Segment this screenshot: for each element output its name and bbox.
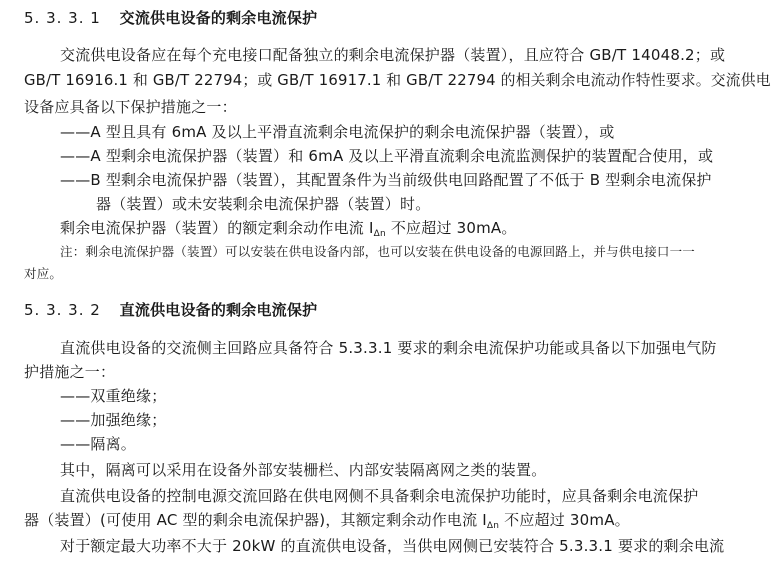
paragraph-line: 护措施之一： <box>24 363 116 381</box>
paragraph-line: GB/T 16916.1 和 GB/T 22794；或 GB/T 16917.1 和 GB/T 22794 的相关剩余电流动作特性要求。交流供电 <box>24 72 771 89</box>
section-title: 直流供电设备的剩余电流保护 <box>119 301 318 319</box>
subscript: Δn <box>373 229 386 239</box>
list-item: ——B 型剩余电流保护器（装置），其配置条件为当前级供电回路配置了不低于 B 型剩余电流保护 <box>60 171 712 189</box>
list-item: ——A 型且具有 6mA 及以上平滑直流剩余电流保护的剩余电流保护器（装置），或 <box>60 123 615 141</box>
section-number: 5. 3. 3. 1 <box>24 9 101 27</box>
note-line: 对应。 <box>24 266 63 281</box>
paragraph-line: 交流供电设备应在每个充电接口配备独立的剩余电流保护器（装置），且应符合 GB/T 14048.2；或 <box>60 46 726 64</box>
paragraph-text: 剩余电流保护器（装置）的额定剩余动作电流 I <box>60 219 374 237</box>
list-item: ——A 型剩余电流保护器（装置）和 6mA 及以上平滑直流剩余电流监测保护的装置配合使用，或 <box>60 147 714 165</box>
section-heading-5-3-3-2 <box>24 300 317 320</box>
section-title: 交流供电设备的剩余电流保护 <box>119 9 318 27</box>
paragraph-line: 直流供电设备的控制电源交流回路在供电网侧不具备剩余电流保护功能时，应具备剩余电流保护 <box>60 487 699 505</box>
paragraph-line: 其中，隔离可以采用在设备外部安装栅栏、内部安装隔离网之类的装置。 <box>60 461 547 479</box>
section-heading-5-3-3-1 <box>24 8 317 28</box>
list-item: ——隔离。 <box>60 435 137 453</box>
paragraph-line: 对于额定最大功率不大于 20kW 的直流供电设备，当供电网侧已安装符合 5.3.3.1 要求的剩余电流 <box>60 537 725 555</box>
paragraph-line <box>60 218 517 244</box>
section-number: 5. 3. 3. 2 <box>24 301 101 319</box>
note-line: 注：剩余电流保护器（装置）可以安装在供电设备内部，也可以安装在供电设备的电源回路上，并与供电接口一一 <box>60 244 696 259</box>
paragraph-line <box>24 510 630 536</box>
paragraph-line: 直流供电设备的交流侧主回路应具备符合 5.3.3.1 要求的剩余电流保护功能或具备以下加强电气防 <box>60 339 717 357</box>
paragraph-text: 器（装置）(可使用 AC 型的剩余电流保护器)，其额定剩余动作电流 I <box>24 511 487 529</box>
list-item: ——双重绝缘； <box>60 387 167 405</box>
subscript: Δn <box>486 521 500 531</box>
paragraph-text: 不应超过 30mA。 <box>499 511 630 529</box>
list-item: ——加强绝缘； <box>60 411 167 429</box>
paragraph-text: 不应超过 30mA。 <box>385 219 517 237</box>
paragraph-line: 设备应具备以下保护措施之一： <box>24 98 237 116</box>
list-item-continuation: 器（装置）或未安装剩余电流保护器（装置）时。 <box>96 195 431 213</box>
